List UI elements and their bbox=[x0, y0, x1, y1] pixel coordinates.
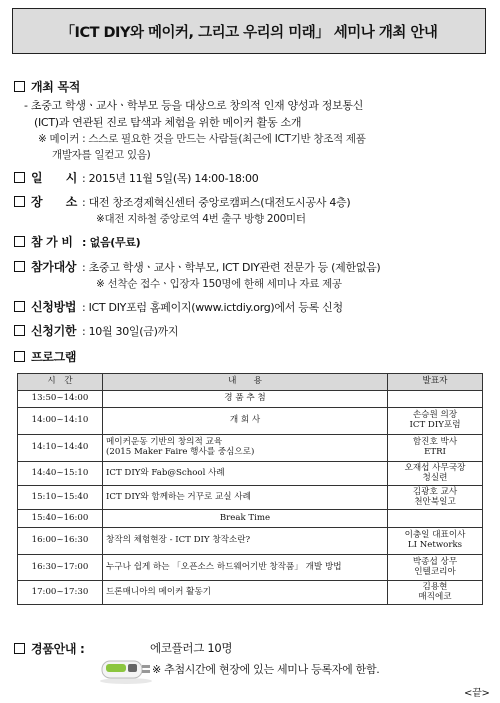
row-time: 17:00~17:30 bbox=[18, 581, 103, 605]
purpose-line-2: (ICT)과 연관된 진로 탐색과 체험을 위한 메이커 활동 소개 bbox=[34, 116, 302, 129]
table-row bbox=[18, 408, 483, 435]
checkbox-square-icon bbox=[14, 196, 25, 207]
row-presenter bbox=[388, 510, 483, 528]
place-value: : 대전 창조경제혁신센터 중앙로캠퍼스(대전도시공사 4층) bbox=[82, 196, 351, 209]
checkbox-square-icon bbox=[14, 301, 25, 312]
checkbox-square-icon bbox=[14, 236, 25, 247]
table-row bbox=[18, 391, 483, 408]
table-row bbox=[18, 528, 483, 555]
program-table bbox=[17, 373, 483, 605]
row-presenter bbox=[388, 391, 483, 408]
row-content: 드론매니아의 메이커 활동기 bbox=[103, 581, 388, 605]
date-value: : 2015년 11월 5일(목) 14:00-18:00 bbox=[82, 172, 259, 185]
row-time: 14:10~14:40 bbox=[18, 435, 103, 462]
row-presenter: 오재섭 사무국장 청실련 bbox=[388, 462, 483, 486]
section-date bbox=[14, 169, 77, 186]
row-time: 15:10~15:40 bbox=[18, 486, 103, 510]
header-content: 내 용 bbox=[103, 374, 388, 391]
row-time: 16:00~16:30 bbox=[18, 528, 103, 555]
place-label: 장 소 bbox=[31, 195, 77, 209]
program-label: 프로그램 bbox=[31, 350, 77, 364]
section-signup bbox=[14, 298, 76, 315]
row-content: 누구나 쉽게 하는 「오픈소스 하드웨어기반 창작품」 개발 방법 bbox=[103, 555, 388, 581]
row-time: 14:40~15:10 bbox=[18, 462, 103, 486]
title-box bbox=[12, 8, 486, 54]
deadline-value: : 10월 30일(금)까지 bbox=[82, 325, 179, 338]
eco-plug-image bbox=[96, 655, 156, 685]
row-content: 메이커운동 기반의 창의적 교육 (2015 Maker Faire 행사를 중심으로) bbox=[103, 435, 388, 462]
eco-plug-icon bbox=[96, 655, 156, 685]
row-time: 13:50~14:00 bbox=[18, 391, 103, 408]
section-deadline bbox=[14, 322, 76, 339]
table-row bbox=[18, 462, 483, 486]
row-content: 개 회 사 bbox=[103, 408, 388, 435]
row-presenter: 이충일 대표이사 LI Networks bbox=[388, 528, 483, 555]
checkbox-square-icon bbox=[14, 172, 25, 183]
target-label: 참가대상 bbox=[31, 260, 77, 274]
table-row bbox=[18, 555, 483, 581]
header-time: 시 간 bbox=[18, 374, 103, 391]
section-fee bbox=[14, 233, 73, 250]
row-presenter: 김광호 교사 천안북일고 bbox=[388, 486, 483, 510]
row-content: ICT DIY와 Fab@School 사례 bbox=[103, 462, 388, 486]
row-presenter: 손승원 의장 ICT DIY포럼 bbox=[388, 408, 483, 435]
table-row bbox=[18, 486, 483, 510]
purpose-line-1: - 초중고 학생ㆍ교사ㆍ학부모 등을 대상으로 창의적 인재 양성과 정보통신 bbox=[24, 99, 364, 112]
row-content: 경 품 추 첨 bbox=[103, 391, 388, 408]
row-content: Break Time bbox=[103, 510, 388, 528]
section-program bbox=[14, 348, 76, 365]
prize-note: ※ 추첨시간에 현장에 있는 세미나 등록자에 한함. bbox=[152, 663, 380, 676]
section-place bbox=[14, 193, 77, 210]
checkbox-square-icon bbox=[14, 81, 25, 92]
checkbox-square-icon bbox=[14, 261, 25, 272]
purpose-note-1: ※ 메이커 : 스스로 필요한 것을 만드는 사람들(최근에 ICT기반 창조적 제품 bbox=[38, 133, 366, 145]
row-content: ICT DIY와 함께하는 거꾸로 교실 사례 bbox=[103, 486, 388, 510]
target-value: : 초중고 학생ㆍ교사ㆍ학부모, ICT DIY관련 전문가 등 (제한없음) bbox=[82, 261, 381, 274]
signup-label: 신청방법 bbox=[31, 300, 77, 314]
table-row bbox=[18, 435, 483, 462]
row-presenter: 박종섭 상무 인텔코리아 bbox=[388, 555, 483, 581]
checkbox-square-icon bbox=[14, 643, 25, 654]
prize-item: 에코플러그 10명 bbox=[150, 641, 233, 655]
date-label: 일 시 bbox=[31, 171, 77, 185]
checkbox-square-icon bbox=[14, 325, 25, 336]
row-time: 14:00~14:10 bbox=[18, 408, 103, 435]
purpose-note-2: 개발자를 일컫고 있음) bbox=[52, 149, 151, 161]
section-prize bbox=[14, 640, 85, 657]
checkbox-square-icon bbox=[14, 351, 25, 362]
page-title: 「ICT DIY와 메이커, 그리고 우리의 미래」 세미나 개최 안내 bbox=[60, 24, 438, 41]
program-table-header bbox=[18, 374, 483, 391]
deadline-label: 신청기한 bbox=[31, 324, 77, 338]
target-note: ※ 선착순 접수ㆍ입장자 150명에 한해 세미나 자료 제공 bbox=[96, 278, 342, 290]
section-purpose bbox=[14, 78, 80, 95]
program-table-body bbox=[18, 391, 483, 605]
end-mark: <끝> bbox=[464, 688, 490, 699]
section-target bbox=[14, 258, 76, 275]
purpose-label: 개최 목적 bbox=[31, 80, 81, 94]
prize-label: 경품안내 : bbox=[31, 642, 85, 656]
row-time: 16:30~17:00 bbox=[18, 555, 103, 581]
place-note: ※대전 지하철 중앙로역 4번 출구 방향 200미터 bbox=[96, 213, 306, 225]
fee-value: : 없음(무료) bbox=[82, 236, 141, 249]
fee-label: 참 가 비 bbox=[31, 235, 73, 249]
row-presenter: 함진호 박사 ETRI bbox=[388, 435, 483, 462]
table-row bbox=[18, 581, 483, 605]
header-presenter: 발표자 bbox=[388, 374, 483, 391]
row-time: 15:40~16:00 bbox=[18, 510, 103, 528]
row-content: 창작의 체험현장 - ICT DIY 창작소란? bbox=[103, 528, 388, 555]
row-presenter: 김용현 매직에코 bbox=[388, 581, 483, 605]
table-row bbox=[18, 510, 483, 528]
signup-value: : ICT DIY포럼 홈페이지(www.ictdiy.org)에서 등록 신청 bbox=[82, 301, 343, 314]
